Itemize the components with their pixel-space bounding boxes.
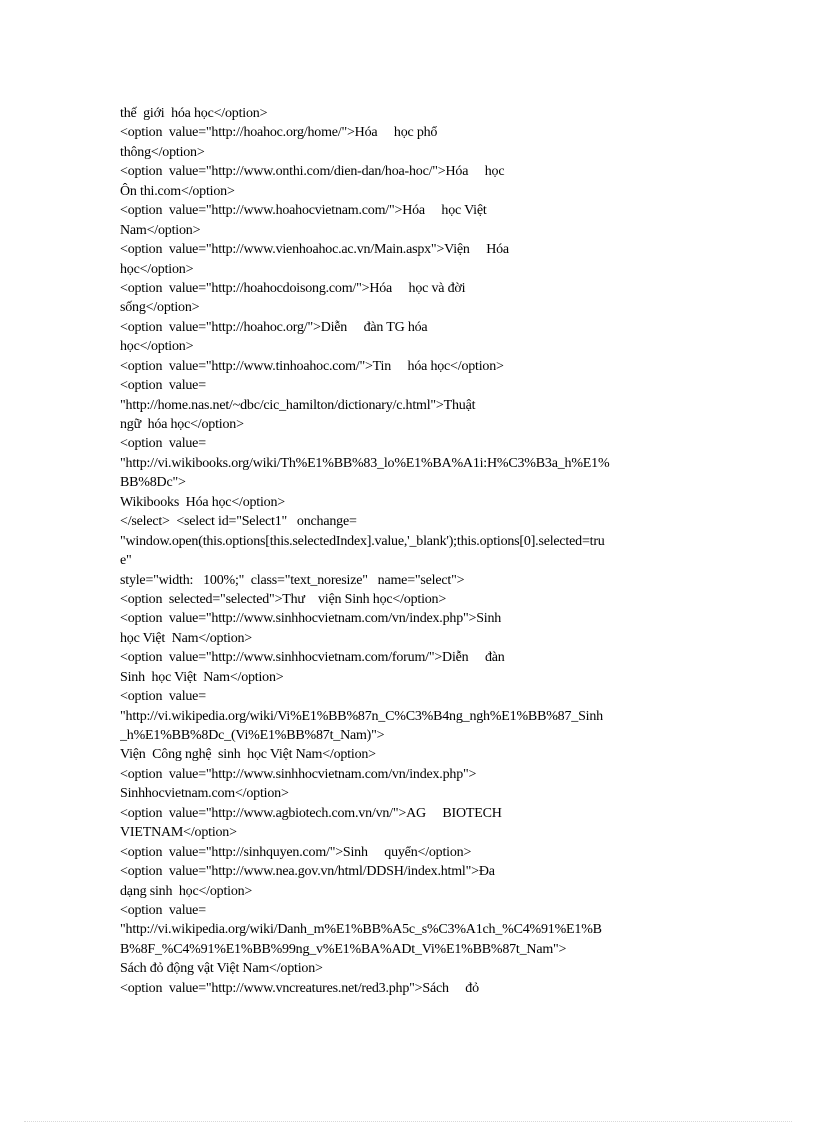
text-line: <option value= bbox=[120, 689, 206, 705]
text-line: Sách đỏ động vật Việt Nam</option> bbox=[120, 961, 323, 977]
text-line: học Việt Nam</option> bbox=[120, 630, 252, 646]
text-line: dạng sinh học</option> bbox=[120, 883, 253, 899]
text-line: <option selected="selected">Thư viện Sinh học</option> bbox=[120, 591, 447, 607]
page-bottom-divider bbox=[24, 1121, 792, 1122]
text-line: ngữ hóa học</option> bbox=[120, 417, 244, 432]
text-line: "http://vi.wikibooks.org/wiki/Th%E1%BB%83_lo%E1%BA%A1i:H%C3%B3a_h%E1% bbox=[120, 455, 610, 471]
text-line: <option value="http://www.onthi.com/dien-dan/hoa-hoc/">Hóa học bbox=[120, 164, 505, 180]
text-line: <option value= bbox=[120, 436, 206, 452]
text-line: Nam</option> bbox=[120, 222, 201, 238]
text-line: Sinhhocvietnam.com</option> bbox=[120, 786, 289, 802]
text-line: e" bbox=[120, 553, 132, 569]
text-line: _h%E1%BB%8Dc_(Vi%E1%BB%87t_Nam)"> bbox=[120, 728, 385, 743]
text-line: VIETNAM</option> bbox=[120, 825, 237, 841]
text-line: <option value="http://www.hoahocvietnam.com/">Hóa học Việt bbox=[120, 203, 487, 219]
text-line: <option value= bbox=[120, 378, 206, 394]
text-line: BB%8Dc"> bbox=[120, 475, 186, 491]
text-line: Ôn thi.com</option> bbox=[120, 183, 235, 199]
text-line: Viện Công nghệ sinh học Việt Nam</option> bbox=[120, 747, 376, 763]
text-line: học</option> bbox=[120, 261, 194, 277]
text-line: "http://vi.wikipedia.org/wiki/Vi%E1%BB%87n_C%C3%B4ng_ngh%E1%BB%87_Sinh bbox=[120, 708, 603, 724]
text-line: B%8F_%C4%91%E1%BB%99ng_v%E1%BA%ADt_Vi%E1%BB%87t_Nam"> bbox=[120, 941, 567, 957]
text-line: <option value="http://www.vncreatures.net/red3.php">Sách đỏ bbox=[120, 980, 479, 996]
text-line: <option value= bbox=[120, 902, 206, 918]
text-line: <option value="http://hoahoc.org/home/">Hóa học phổ bbox=[120, 125, 438, 141]
text-line: <option value="http://hoahoc.org/">Diễn đàn TG hóa bbox=[120, 319, 428, 335]
text-line: <option value="http://www.vienhoahoc.ac.vn/Main.aspx">Viện Hóa bbox=[120, 242, 509, 258]
text-line: <option value="http://www.sinhhocvietnam.com/forum/">Diễn đàn bbox=[120, 650, 505, 666]
text-line: "http://home.nas.net/~dbc/cic_hamilton/dictionary/c.html">Thuật bbox=[120, 397, 476, 413]
text-line: <option value="http://www.sinhhocvietnam.com/vn/index.php">Sinh bbox=[120, 611, 502, 627]
text-line: "http://vi.wikipedia.org/wiki/Danh_m%E1%BB%A5c_s%C3%A1ch_%C4%91%E1%B bbox=[120, 922, 602, 938]
text-line: "window.open(this.options[this.selectedIndex].value,'_blank');this.options[0].selected=tru bbox=[120, 533, 605, 549]
text-line: <option value="http://hoahocdoisong.com/">Hóa học và đời bbox=[120, 280, 466, 296]
text-line: style="width: 100%;" class="text_noresize" name="select"> bbox=[120, 572, 465, 588]
text-line: Sinh học Việt Nam</option> bbox=[120, 669, 284, 685]
text-line: Wikibooks Hóa học</option> bbox=[120, 494, 285, 510]
text-line: <option value="http://www.sinhhocvietnam.com/vn/index.php"> bbox=[120, 766, 477, 782]
text-line: </select> <select id="Select1" onchange= bbox=[120, 514, 357, 530]
text-line: <option value="http://www.tinhoahoc.com/">Tin hóa học</option> bbox=[120, 358, 504, 374]
text-line: <option value="http://www.agbiotech.com.vn/vn/">AG BIOTECH bbox=[120, 805, 502, 821]
text-line: <option value="http://www.nea.gov.vn/html/DDSH/index.html">Đa bbox=[120, 864, 495, 880]
text-line: học</option> bbox=[120, 339, 194, 355]
text-line: sống</option> bbox=[120, 300, 200, 316]
text-line: <option value="http://sinhquyen.com/">Sinh quyển</option> bbox=[120, 844, 472, 860]
text-line: thông</option> bbox=[120, 144, 205, 160]
text-line: thế giới hóa học</option> bbox=[120, 106, 268, 121]
document-body bbox=[120, 104, 690, 998]
